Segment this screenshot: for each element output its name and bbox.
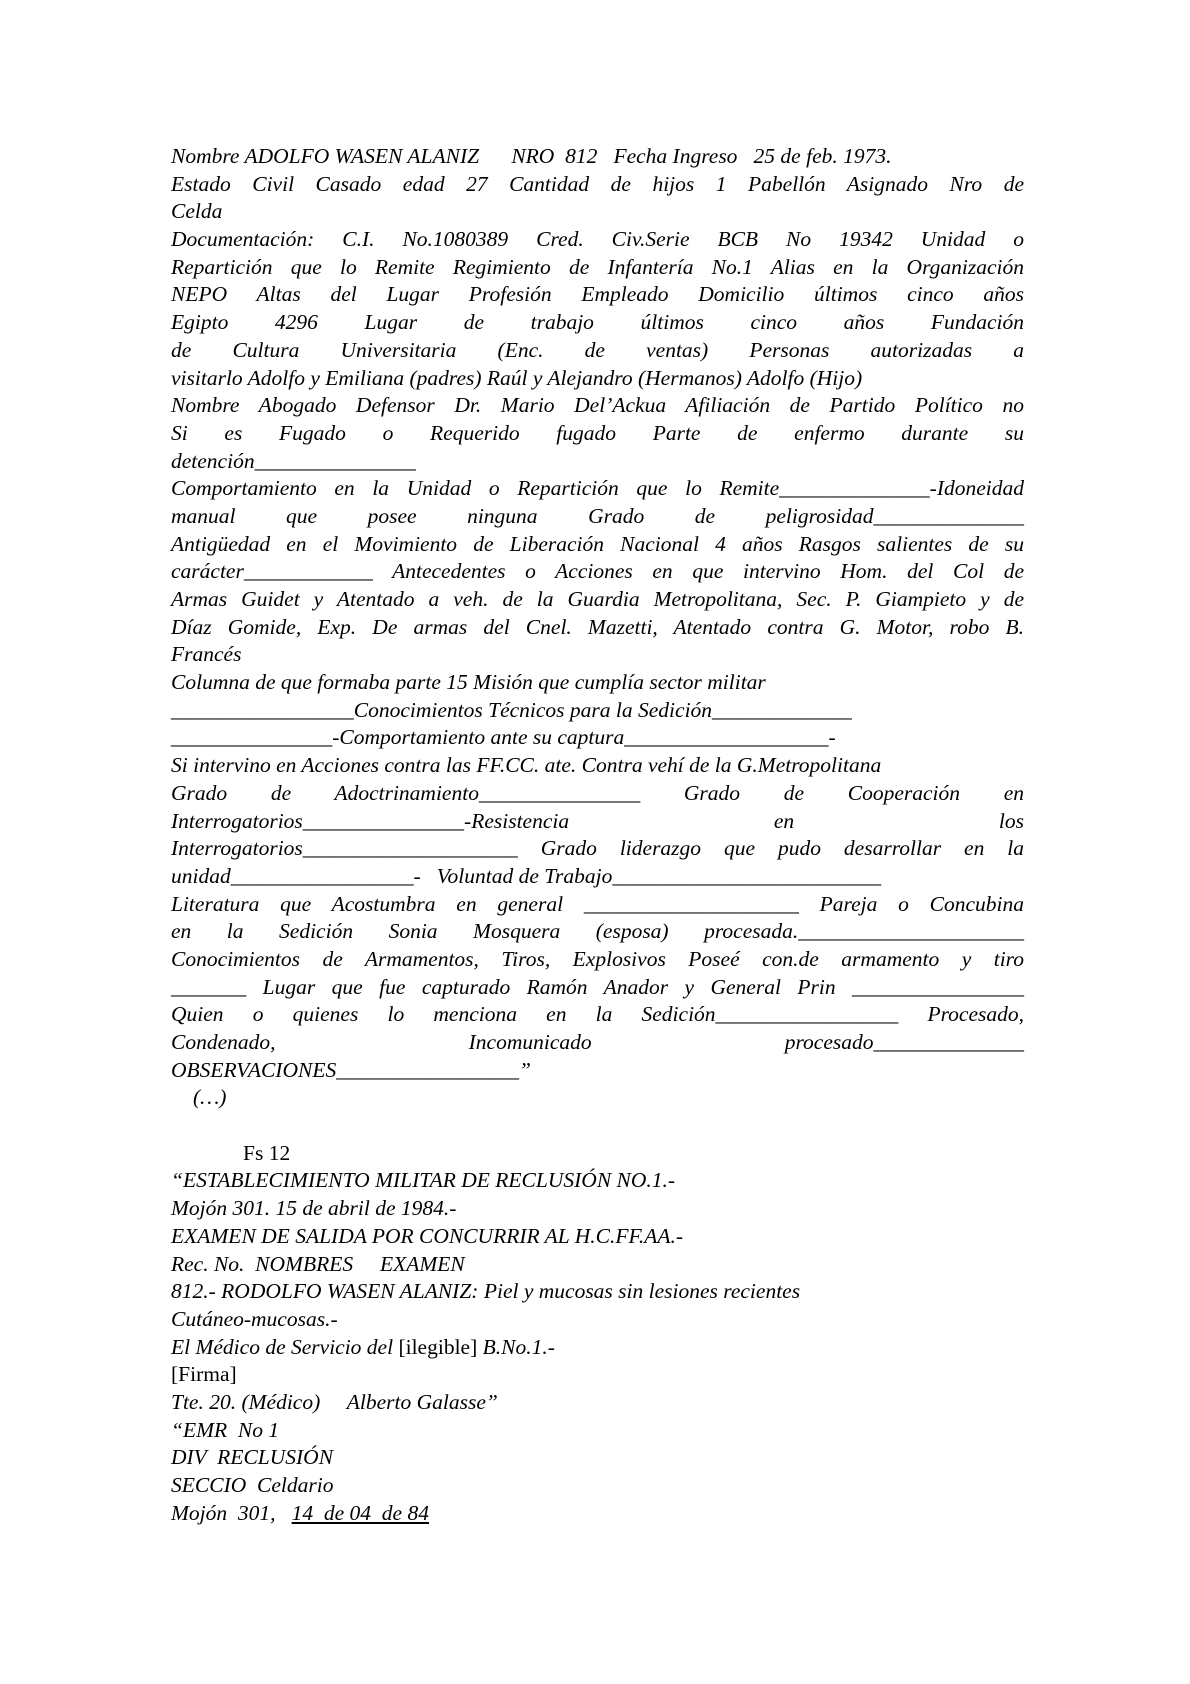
lugar-fecha-line: [171, 1500, 1024, 1528]
cargo-line: Tte. 20. (Médico) Alberto Galasse”: [171, 1389, 498, 1414]
text-line: Nombre ADOLFO WASEN ALANIZ NRO 812 Fecha Ingreso 25 de feb. 1973.: [171, 144, 892, 168]
text-line: DIV RECLUSIÓN: [171, 1445, 334, 1470]
spacer: [171, 1112, 1024, 1140]
text-line: Cutáneo-mucosas.-: [171, 1306, 338, 1331]
fecha: 14 de 04 de 84: [291, 1500, 429, 1525]
text-line: Si es Fugado o Requerido fugado Parte de enfermo durante su: [171, 420, 1024, 445]
ilegible-mark: [ilegible]: [398, 1334, 478, 1359]
lugar: Mojón 301,: [171, 1500, 292, 1525]
text-line: “EMR No 1: [171, 1417, 280, 1442]
text-line: Estado Civil Casado edad 27 Cantidad de hijos 1 Pabellón Asignado Nro de: [171, 171, 1024, 196]
text-line: _________________Conocimientos Técnicos para la Sedición_____________: [171, 697, 852, 722]
text-line: Díaz Gomide, Exp. De armas del Cnel. Mazetti, Atentado contra G. Motor, robo B.: [171, 614, 1024, 639]
text-line: carácter____________ Antecedentes o Acciones en que intervino Hom. del Col de: [171, 559, 1024, 584]
text-line: de Cultura Universitaria (Enc. de ventas) Personas autorizadas a: [171, 337, 1024, 362]
text-line: Si intervino en Acciones contra las FF.CC. ate. Contra vehí de la G.Metropolitana: [171, 753, 882, 778]
ficha-personal: [171, 143, 1024, 1084]
medico-prefix: El Médico de Servicio del: [171, 1334, 399, 1359]
medico-line: [171, 1334, 1024, 1362]
text-line: Comportamiento en la Unidad o Repartición que lo Remite______________-Idoneidad: [171, 476, 1024, 501]
text-line: Interrogatorios____________________ Grado liderazgo que pudo desarrollar en la: [171, 836, 1024, 861]
folio-number: Fs 12: [243, 1140, 291, 1165]
firma-mark: [Firma]: [171, 1362, 237, 1387]
text-line: Repartición que lo Remite Regimiento de Infantería No.1 Alias en la Organización: [171, 254, 1024, 279]
text-line: Rec. No. NOMBRES EXAMEN: [171, 1251, 465, 1276]
text-line: OBSERVACIONES_________________”: [171, 1057, 531, 1082]
text-line: Literatura que Acostumbra en general ____________________ Pareja o Concubina: [171, 891, 1024, 916]
text-line: Conocimientos de Armamentos, Tiros, Explosivos Poseé con.de armamento y tiro: [171, 946, 1024, 971]
text-line: visitarlo Adolfo y Emiliana (padres) Raúl y Alejandro (Hermanos) Adolfo (Hijo): [171, 365, 863, 390]
text-line: Nombre Abogado Defensor Dr. Mario Del’Ackua Afiliación de Partido Político no: [171, 393, 1024, 418]
text-line: Francés: [171, 642, 242, 667]
text-line: NEPO Altas del Lugar Profesión Empleado Domicilio últimos cinco años: [171, 282, 1024, 307]
encabezado-emr: [171, 1417, 1024, 1500]
text-line: _______ Lugar que fue capturado Ramón Anador y General Prin ________________: [171, 974, 1024, 999]
document-page: [171, 143, 1024, 1527]
text-line: manual que posee ninguna Grado de peligrosidad______________: [171, 503, 1024, 528]
text-line: Mojón 301. 15 de abril de 1984.-: [171, 1196, 457, 1221]
text-line: en la Sedición Sonia Mosquera (esposa) procesada._____________________: [171, 919, 1024, 944]
text-line: Antigüedad en el Movimiento de Liberación Nacional 4 años Rasgos salientes de su: [171, 531, 1024, 556]
text-line: Columna de que formaba parte 15 Misión que cumplía sector militar: [171, 670, 766, 695]
medico-suffix: B.No.1.-: [477, 1334, 555, 1359]
text-line: “ESTABLECIMIENTO MILITAR DE RECLUSIÓN NO.1.-: [171, 1168, 676, 1193]
text-line: Quien o quienes lo menciona en la Sedición_________________ Procesado,: [171, 1002, 1024, 1027]
text-line: Grado de Adoctrinamiento_______________ Grado de Cooperación en: [171, 780, 1024, 805]
text-line: Armas Guidet y Atentado a veh. de la Guardia Metropolitana, Sec. P. Giampieto y de: [171, 587, 1024, 611]
text-line: Condenado, Incomunicado procesado______________: [171, 1030, 1024, 1054]
text-line: Documentación: C.I. No.1080389 Cred. Civ.Serie BCB No 19342 Unidad o: [171, 227, 1024, 252]
examen-salida: [171, 1167, 1024, 1333]
text-line: EXAMEN DE SALIDA POR CONCURRIR AL H.C.FF.AA.-: [171, 1223, 683, 1248]
text-line: unidad_________________- Voluntad de Trabajo_________________________: [171, 863, 882, 888]
ellipsis: (…): [193, 1085, 227, 1110]
text-line: SECCIO Celdario: [171, 1473, 334, 1497]
text-line: detención_______________: [171, 448, 416, 473]
text-line: _______________-Comportamiento ante su captura___________________-: [171, 725, 836, 750]
text-line: 812.- RODOLFO WASEN ALANIZ: Piel y mucosas sin lesiones recientes: [171, 1279, 801, 1304]
text-line: Interrogatorios_______________-Resistencia en los: [171, 808, 1024, 833]
text-line: Egipto 4296 Lugar de trabajo últimos cinco años Fundación: [171, 310, 1024, 335]
text-line: Celda: [171, 199, 223, 224]
